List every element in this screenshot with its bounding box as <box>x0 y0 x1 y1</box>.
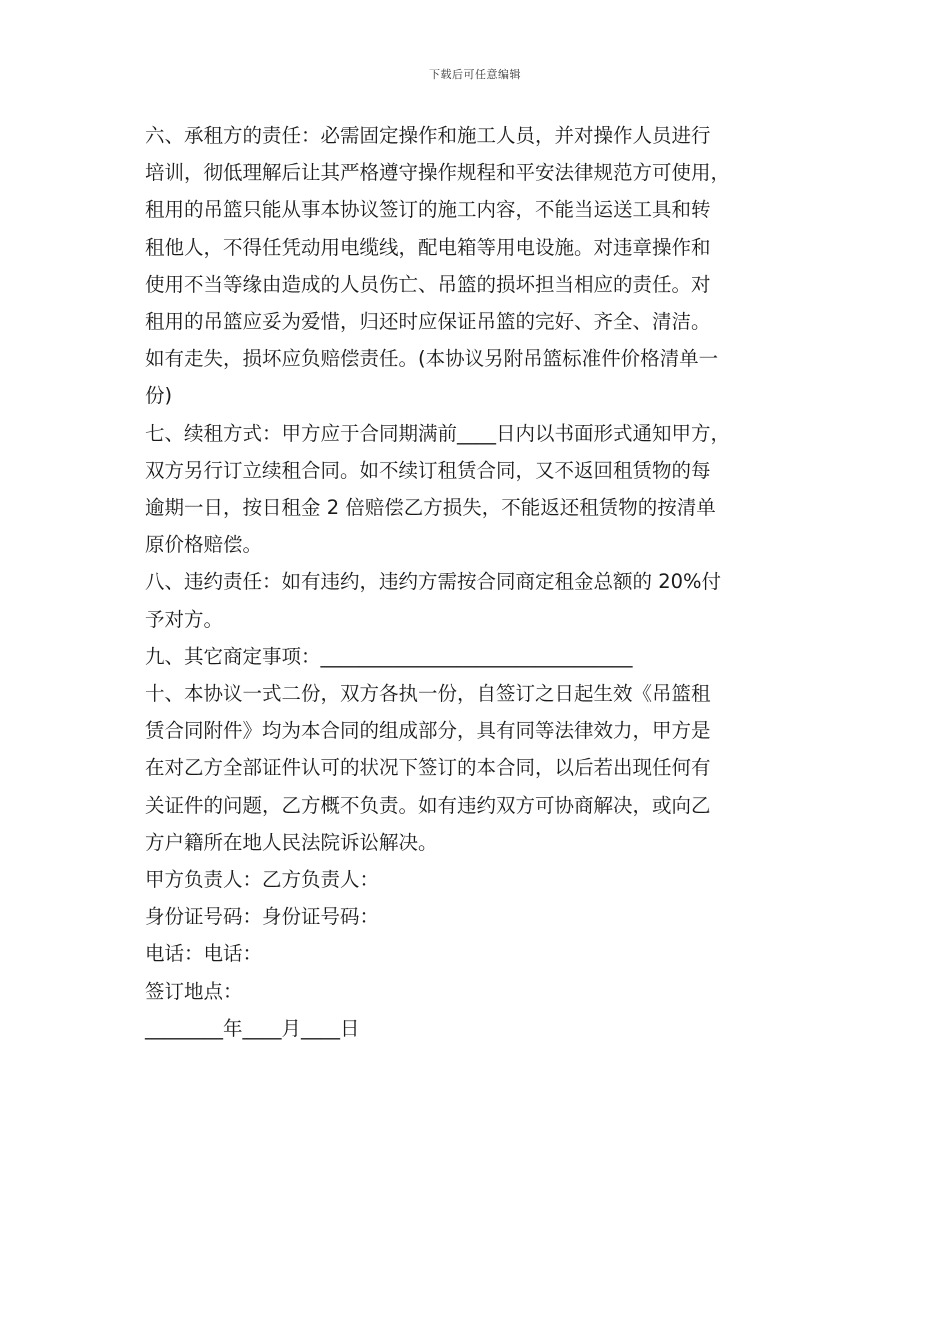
text-line: 原价格赔偿。 <box>145 533 263 557</box>
page-header-note: 下载后可任意编辑 <box>429 68 521 81</box>
clause-nine <box>145 638 817 675</box>
text-line: 租用的吊篮只能从事本协议签订的施工内容，不能当运送工具和转 <box>145 198 711 222</box>
phone-numbers <box>145 935 817 972</box>
text-line: 租他人，不得任凭动用电缆线，配电箱等用电设施。对违章操作和 <box>145 235 711 259</box>
text-line: 予对方。 <box>145 607 224 631</box>
text-line: 租用的吊篮应妥为爱惜，归还时应保证吊篮的完好、齐全、清洁。 <box>145 310 711 334</box>
text-line: 方户籍所在地人民法院诉讼解决。 <box>145 830 438 854</box>
text-line: 关证件的问题，乙方概不负责。如有违约双方可协商解决，或向乙 <box>145 793 711 817</box>
text-line: 八、违约责任：如有违约，违约方需按合同商定租金总额的 20%付 <box>145 570 722 594</box>
text-line: 六、承租方的责任：必需固定操作和施工人员，并对操作人员进行 <box>145 124 711 147</box>
text-line: 双方另行订立续租合同。如不续订租赁合同，又不返回租赁物的每 <box>145 458 711 482</box>
text-line: 甲方负责人：乙方负责人： <box>145 868 380 892</box>
clause-ten <box>145 675 817 861</box>
text-line: 七、续租方式：甲方应于合同期满前____日内以书面形式通知甲方， <box>145 421 731 445</box>
text-line: 份) <box>145 384 173 408</box>
text-line: 电话：电话： <box>145 942 263 966</box>
id-numbers <box>145 898 817 935</box>
document-body <box>145 117 817 1047</box>
text-line: 如有走失，损坏应负赔偿责任。(本协议另附吊篮标准件价格清单一 <box>145 347 719 371</box>
text-line: 赁合同附件》均为本合同的组成部分，具有同等法律效力，甲方是 <box>145 719 711 743</box>
text-line: 逾期一日，按日租金 2 倍赔偿乙方损失，不能返还租赁物的按清单 <box>145 496 716 520</box>
text-line: 九、其它商定事项：________________________________ <box>145 644 633 668</box>
clause-six <box>145 117 817 415</box>
clause-eight <box>145 563 817 637</box>
signing-location <box>145 973 817 1010</box>
text-line: ________年____月____日 <box>145 1016 360 1040</box>
text-line: 签订地点： <box>145 979 243 1003</box>
party-representatives <box>145 861 817 898</box>
clause-seven <box>145 415 817 564</box>
text-line: 培训，彻低理解后让其严格遵守操作规程和平安法律规范方可使用， <box>145 161 731 185</box>
text-line: 在对乙方全部证件认可的状况下签订的本合同，以后若出现任何有 <box>145 756 711 780</box>
text-line: 使用不当等缘由造成的人员伤亡、吊篮的损坏担当相应的责任。对 <box>145 272 711 296</box>
text-line: 身份证号码：身份证号码： <box>145 905 380 929</box>
signing-date <box>145 1010 817 1047</box>
text-line: 十、本协议一式二份，双方各执一份，自签订之日起生效《吊篮租 <box>145 682 711 706</box>
